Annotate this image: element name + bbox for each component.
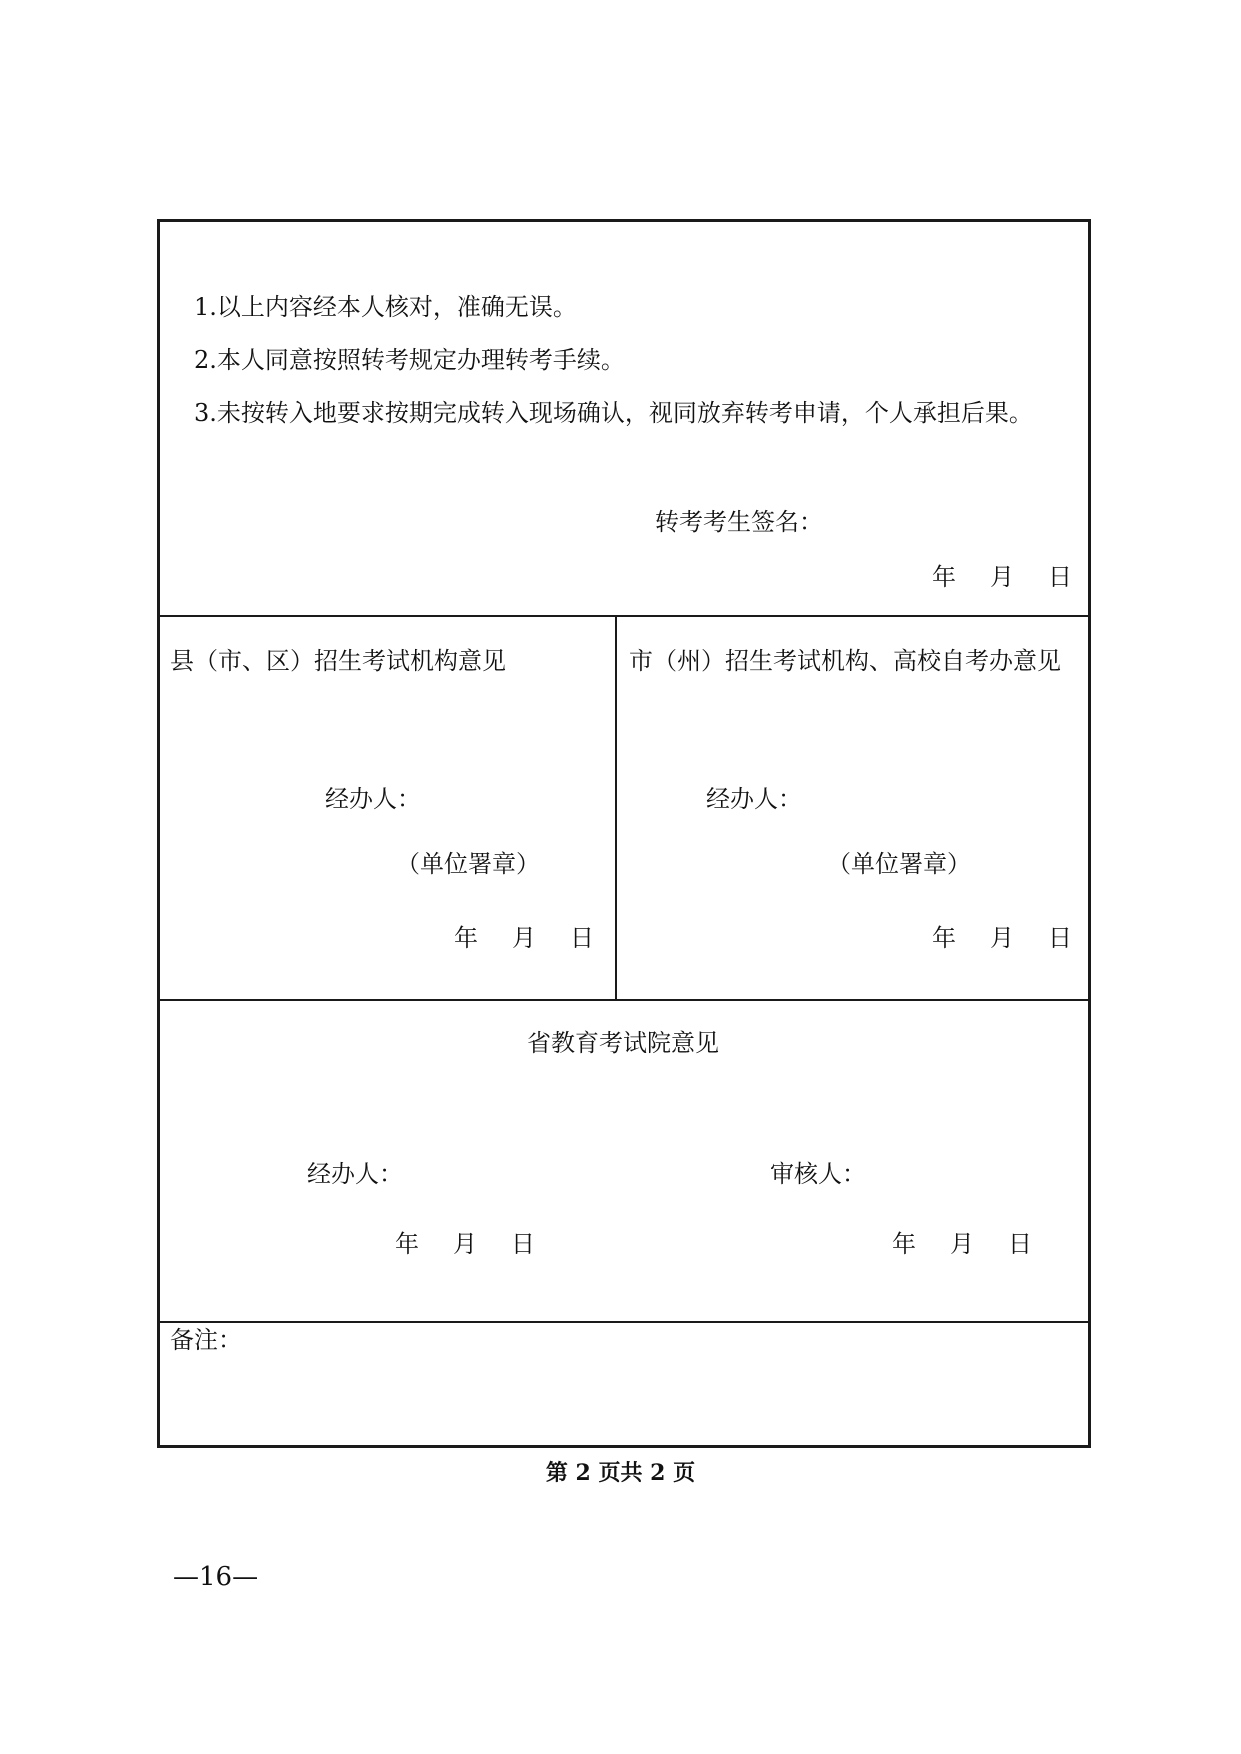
divider-province xyxy=(160,999,1088,1001)
province-date-right xyxy=(892,1229,1032,1259)
transfer-form-table xyxy=(157,219,1091,1448)
city-section-title: 市（州）招生考试机构、高校自考办意见 xyxy=(629,647,1061,675)
month-label: 月 xyxy=(990,563,1014,591)
county-handler-label: 经办人： xyxy=(325,785,421,813)
declaration-item-2: 2.本人同意按照转考规定办理转考手续。 xyxy=(194,346,625,374)
month-label: 月 xyxy=(453,1230,477,1258)
day-label: 日 xyxy=(1008,1230,1032,1258)
day-label: 日 xyxy=(570,924,594,952)
page-number: —16— xyxy=(173,1562,259,1592)
city-handler-label: 经办人： xyxy=(706,785,802,813)
declaration-item-3: 3.未按转入地要求按期完成转入现场确认，视同放弃转考申请，个人承担后果。 xyxy=(194,399,1033,427)
declaration-item-1: 1.以上内容经本人核对，准确无误。 xyxy=(194,293,577,321)
declaration-date xyxy=(932,562,1072,592)
divider-declaration xyxy=(160,615,1088,617)
year-label: 年 xyxy=(932,563,956,591)
month-label: 月 xyxy=(950,1230,974,1258)
page-info: 第 2 页共 2 页 xyxy=(545,1460,696,1486)
city-stamp-label: （单位署章） xyxy=(827,850,971,878)
year-label: 年 xyxy=(454,924,478,952)
month-label: 月 xyxy=(990,924,1014,952)
county-section-title: 县（市、区）招生考试机构意见 xyxy=(170,647,506,675)
remarks-label: 备注： xyxy=(170,1326,242,1354)
year-label: 年 xyxy=(932,924,956,952)
county-date xyxy=(454,923,594,953)
county-stamp-label: （单位署章） xyxy=(396,850,540,878)
year-label: 年 xyxy=(892,1230,916,1258)
province-handler-label: 经办人： xyxy=(307,1160,403,1188)
city-date xyxy=(932,923,1072,953)
year-label: 年 xyxy=(395,1230,419,1258)
day-label: 日 xyxy=(1048,924,1072,952)
province-date-left xyxy=(395,1229,535,1259)
month-label: 月 xyxy=(512,924,536,952)
province-section-title: 省教育考试院意见 xyxy=(527,1029,719,1057)
divider-remarks xyxy=(160,1321,1088,1323)
student-signature-label: 转考考生签名： xyxy=(655,508,823,536)
province-reviewer-label: 审核人： xyxy=(770,1160,866,1188)
day-label: 日 xyxy=(1048,563,1072,591)
day-label: 日 xyxy=(511,1230,535,1258)
divider-vertical xyxy=(615,615,617,999)
